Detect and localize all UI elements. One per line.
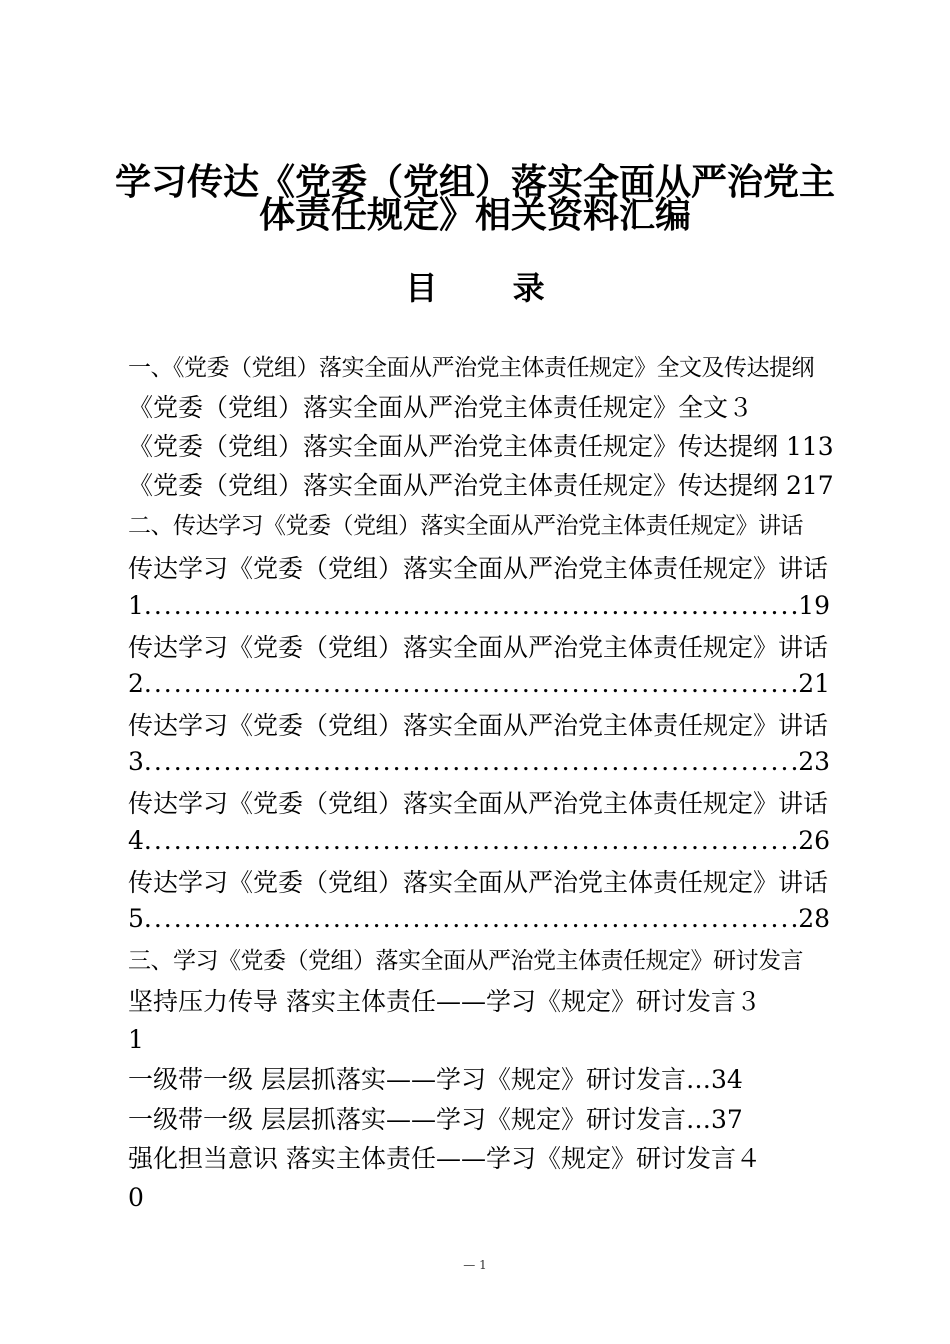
toc-entry-full-text: 《党委（党组）落实全面从严治党主体责任规定》全文３: [128, 393, 754, 422]
page-number: 28: [798, 904, 830, 933]
toc-entry-remarks-1: 坚持压力传导 落实主体责任——学习《规定》研讨发言３: [128, 987, 761, 1016]
document-title-line-2: 体责任规定》相关资料汇编: [258, 194, 691, 236]
toc-entry-speech-page: [128, 746, 830, 778]
page-number: 19: [798, 591, 830, 620]
page-number: 21: [798, 669, 830, 698]
toc-entry-outline-2: 《党委（党组）落实全面从严治党主体责任规定》传达提纲 217: [128, 471, 834, 500]
speech-number: 2: [128, 669, 144, 698]
page-number: 23: [798, 747, 830, 776]
toc-entry-speech-title: 传达学习《党委（党组）落实全面从严治党主体责任规定》讲话: [128, 868, 829, 897]
dot-leader: [144, 746, 798, 778]
toc-entry-remarks-3: 一级带一级 层层抓落实——学习《规定》研讨发言…37: [128, 1105, 743, 1134]
toc-heading: 目 录: [405, 269, 577, 307]
toc-entry-speech-title: 传达学习《党委（党组）落实全面从严治党主体责任规定》讲话: [128, 633, 829, 662]
toc-entry-speech-page: [128, 590, 830, 622]
toc-section-3: 三、学习《党委（党组）落实全面从严治党主体责任规定》研讨发言: [128, 948, 803, 974]
toc-entry-speech-page: [128, 825, 830, 857]
toc-entry-remarks-4: 强化担当意识 落实主体责任——学习《规定》研讨发言４: [128, 1144, 761, 1173]
speech-number: 3: [128, 747, 144, 776]
toc-entry-speech-page: [128, 668, 830, 700]
dot-leader: [144, 590, 798, 622]
toc-entry-remarks-2: 一级带一级 层层抓落实——学习《规定》研讨发言…34: [128, 1065, 743, 1094]
toc-entry-speech-title: 传达学习《党委（党组）落实全面从严治党主体责任规定》讲话: [128, 711, 829, 740]
speech-number: 5: [128, 904, 144, 933]
speech-number: 1: [128, 591, 144, 620]
dot-leader: [144, 668, 798, 700]
toc-entry-speech-title: 传达学习《党委（党组）落实全面从严治党主体责任规定》讲话: [128, 554, 829, 583]
toc-entry-remarks-1-page: 1: [128, 1025, 144, 1054]
toc-entry-speech-title: 传达学习《党委（党组）落实全面从严治党主体责任规定》讲话: [128, 789, 829, 818]
toc-entry-remarks-4-page: 0: [128, 1183, 144, 1212]
dot-leader: [144, 825, 798, 857]
toc-entry-speech-page: [128, 903, 830, 935]
speech-number: 4: [128, 826, 144, 855]
document-title-line-1: 学习传达《党委（党组）落实全面从严治党主: [114, 161, 835, 203]
toc-section-1: 一、《党委（党组）落实全面从严治党主体责任规定》全文及传达提纲: [128, 355, 814, 381]
page-number: 26: [798, 826, 830, 855]
toc-entry-outline-1: 《党委（党组）落实全面从严治党主体责任规定》传达提纲 113: [128, 432, 834, 461]
page-footer: — 1: [463, 1258, 487, 1272]
dot-leader: [144, 903, 798, 935]
toc-section-2: 二、传达学习《党委（党组）落实全面从严治党主体责任规定》讲话: [128, 513, 803, 539]
